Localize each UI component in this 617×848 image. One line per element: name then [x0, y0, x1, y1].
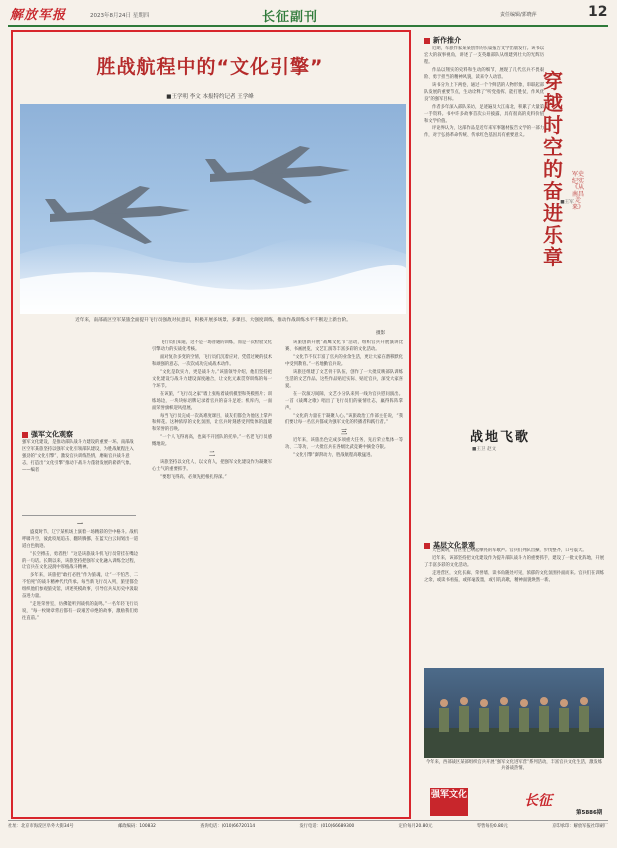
paragraph: 在一次演习间隙，文艺小分队来到一线为官兵慰问演出。一首《战鹰之歌》唱出了飞行员们的豪情壮志，赢得阵阵掌声。	[285, 391, 403, 411]
photo-caption: 近年来，南部战区空军某旅全面提升飞行员强敌对抗意识，积极开展多场景、多课目、大强度训练，推动作战训练水平不断迈上新台阶。	[75, 318, 351, 323]
paragraph: 作者多年深入部队采访，足迹遍及大江南北，积累了大量第一手资料。书中许多故事首次公开披露，具有很高的史料价值和文学价值。	[424, 104, 544, 124]
footer-item: 零售每份0.80元	[476, 824, 508, 829]
book-review-title: 穿越时空的奋进乐章	[543, 69, 563, 269]
paragraph: 在该旅，“飞行员之家”墙上张贴着战机模型和英模照片；训练场边，一块块标语牌记录着官兵的奋斗足迹；机库内，一面面荣誉旗帜迎风招展。	[152, 391, 272, 411]
page-footer	[8, 823, 608, 833]
jets-illustration	[20, 104, 406, 314]
red-square-icon	[424, 38, 430, 44]
article-column-1	[22, 520, 138, 815]
paragraph: 面对复杂多变的空情，飞行员们沉着应对，凭借过硬的技术和顽强的意志，一次次成功完成战术动作。	[152, 354, 272, 367]
paragraph: 每当飞行员完成一次高难度课目，战友们都会为他送上掌声和鲜花。这种浓厚的文化氛围，让官兵时刻感受到集体的温暖和荣誉的召唤。	[152, 413, 272, 433]
footer-item: 发行电话：(010)66689300	[299, 824, 355, 829]
main-article-byline: ■王学明 李文 本报特约记者 王学峰	[166, 94, 254, 100]
paragraph: 该书分为上下两卷，通过一个个鲜活的人物形象，串联起部队发展的重要节点，生动诠释了“听党指挥、能打胜仗、作风优良”的强军目标。	[424, 82, 544, 102]
poem-author: ■王卫 赵文	[472, 447, 497, 452]
section-label-text: 强军文化观察	[31, 430, 73, 439]
main-article-title: 胜战航程中的“文化引擎”	[96, 56, 324, 78]
paragraph: “要想飞得高，必须先把根扎得深。”	[160, 474, 227, 480]
article-column-3	[285, 340, 403, 815]
responsible-editor: 责任编辑/郭晓萍	[500, 12, 537, 18]
book-review-author: ■王军	[560, 200, 574, 205]
paragraph: 该旅坚持以文化人、以文育人，把强军文化建设作为凝聚军心士气的重要抓手。	[152, 460, 272, 472]
footer-item: 京印承印：解放军报社印刷厂	[552, 824, 608, 829]
paragraph: “文化引擎”澎湃动力，胜战航程高歌猛进。	[293, 453, 375, 459]
paragraph: 该旅创新开展“战鹰文化节”活动，组织官兵开展演讲比赛、书画展览、文艺汇演等丰富多彩的文化活动。	[285, 340, 403, 352]
footer-rule	[8, 820, 608, 821]
article-column-2	[152, 340, 272, 815]
issue-number: 第5886期	[576, 810, 603, 816]
section-label-text: 新作推介	[433, 36, 461, 45]
issue-date: 2023年8月24日 星期四	[90, 13, 150, 19]
paragraph: “走进荣誉室，仿佛能听到战机的轰鸣。”一名年轻飞行员说，“每一枚勋章背后都有一段艰苦卓绝的故事，激励我们勇往直前。”	[22, 602, 138, 622]
section-divider: 一	[76, 521, 83, 528]
header-rule	[8, 25, 608, 27]
jet-icon	[205, 146, 350, 204]
footer-item: 定价每月20.80元	[398, 824, 433, 829]
section-divider: 三	[340, 429, 347, 437]
section-label-culture-observe	[22, 424, 138, 439]
soldiers-illustration	[424, 668, 604, 758]
changzheng-calligraphy: 长征	[524, 793, 552, 809]
photo-caption: 今年来，西部战区某部组织官兵开展“强军文化进军营”系列活动，丰富官兵文化生活，激发练兵备战热情。	[425, 760, 603, 772]
paragraph: 天色微明，营区里已响起嘹亮的军歌声。官兵们列队出操，步伐整齐，口号震天。	[432, 548, 587, 553]
page-number: 12	[588, 4, 608, 20]
footer-item: 社址：北京市海淀区阜外大街34号	[8, 824, 74, 829]
section-title: 长征副刊	[262, 10, 319, 25]
section-divider: 二	[208, 451, 215, 459]
paragraph: 近年来，该旅出色完成多项重大任务，先后荣立集体一等功、二等功，一大批官兵在各级比武竞赛中摘金夺银。	[285, 438, 403, 451]
poem-title: 战地飞歌	[470, 430, 531, 445]
footer-item: 查询电话：(010)66720114	[200, 824, 256, 829]
section-label-new-books	[424, 30, 504, 45]
footer-item: 邮政编码：100832	[117, 824, 156, 829]
culture-landscape-text	[424, 548, 604, 666]
fighter-jets-photo	[20, 104, 406, 314]
paragraph: 飞行员们知道，这不是一场普通的训练，而是一次检验文化引擎动力的实战化考核。	[152, 340, 272, 352]
paragraph: 多年来，该旅把“敢打必胜”作为旅魂，让“一不怕苦、二不怕死”的战斗精神代代传承。每当新飞行员入列，旅里都会组织他们参观旅史馆，讲述英模故事，引导官兵从历史中汲取奋进力量。	[22, 573, 138, 600]
paragraph: “文化的力量在于凝聚人心。”该旅政治工作部主任说，“我们要让每一名官兵都成为强军文化的传播者和践行者。”	[285, 413, 403, 426]
book-review-text	[424, 46, 544, 566]
paragraph: 盛夏时节，辽宁某机场上演着一场精彩的空中格斗。战机呼啸升空，彼此咬尾追击、翻转腾挪，在蓝天白云间划出一道道白色航迹。	[22, 529, 138, 549]
section-label-grassroots-culture	[424, 535, 514, 550]
photo-credit: 摄影	[376, 331, 386, 336]
paragraph: 作品以翔实的史料和生动的细节，展现了几代官兵不畏艰险、勇于担当的精神风貌，读来令人动容。	[424, 67, 544, 80]
paragraph: 该旅还组建了文艺骨干队伍，创作了一大批反映部队训练生活的文艺作品。这些作品贴近实际、贴近官兵，深受大家喜爱。	[285, 369, 403, 389]
section-label-text: 基层文化景观	[433, 541, 475, 550]
paragraph: “一个人飞得再高，也离不开团队的托举。”一名老飞行员感慨地说。	[152, 435, 272, 448]
newspaper-logo: 解放军报	[10, 8, 67, 23]
red-square-icon	[22, 432, 28, 438]
editor-lead: 强军文化建设，是推动部队战斗力建设的重要一环。南部战区空军某旅坚持以强军文化引领部队建设，为胜战航程注入强劲的“文化引擎”，激发官兵训练热情，磨砺官兵战斗意志，打造出“文化引擎”推动下战斗力蓬勃发展的崭新气象。——编者	[22, 440, 136, 516]
soldiers-photo	[424, 668, 604, 758]
book-review-subtitle: 军史纪实《从南昌走来》	[572, 171, 585, 211]
paragraph: “文化节不仅丰富了官兵的业余生活，更让大家在潜移默化中受到教育。”一名地勤官兵说。	[285, 354, 403, 367]
paragraph: “文化是软实力，更是战斗力。”该旅领导介绍，他们坚持把文化建设与战斗力建设深度融合，让文化元素贯穿训练的每一个环节。	[152, 369, 272, 389]
paragraph: “长空搏击，勇者胜！”这是该旅战斗机飞行员常挂在嘴边的一句话。长期以来，该旅坚持把强军文化融入训练全过程，让官兵在文化浸润中厚植战斗精神。	[22, 551, 138, 571]
jet-icon	[45, 186, 190, 244]
paragraph: 近期，军旅作家某某创作的长篇报告文学出版发行。该书以宏大的叙事视角，讲述了一支英雄部队从组建到壮大的光辉历程。	[424, 46, 544, 65]
paragraph: 走进营区，文化长廊、荣誉墙、读书角随处可见，浓郁的文化氛围扑面而来。官兵们在训练之余，或读书看报，或挥毫泼墨，或引吭高歌，精神面貌焕然一新。	[424, 570, 604, 583]
column-stamp: 强军文化	[430, 788, 468, 816]
paragraph: 近年来，该部坚持把文化建设作为提升部队战斗力的重要抓手，建设了一批文化阵地，开展了丰富多彩的文化活动。	[424, 555, 604, 568]
paragraph: 评论界认为，这部作品是近年来军事题材报告文学的一部力作，对于弘扬革命传统、传承红色基因具有重要意义。	[424, 126, 544, 139]
